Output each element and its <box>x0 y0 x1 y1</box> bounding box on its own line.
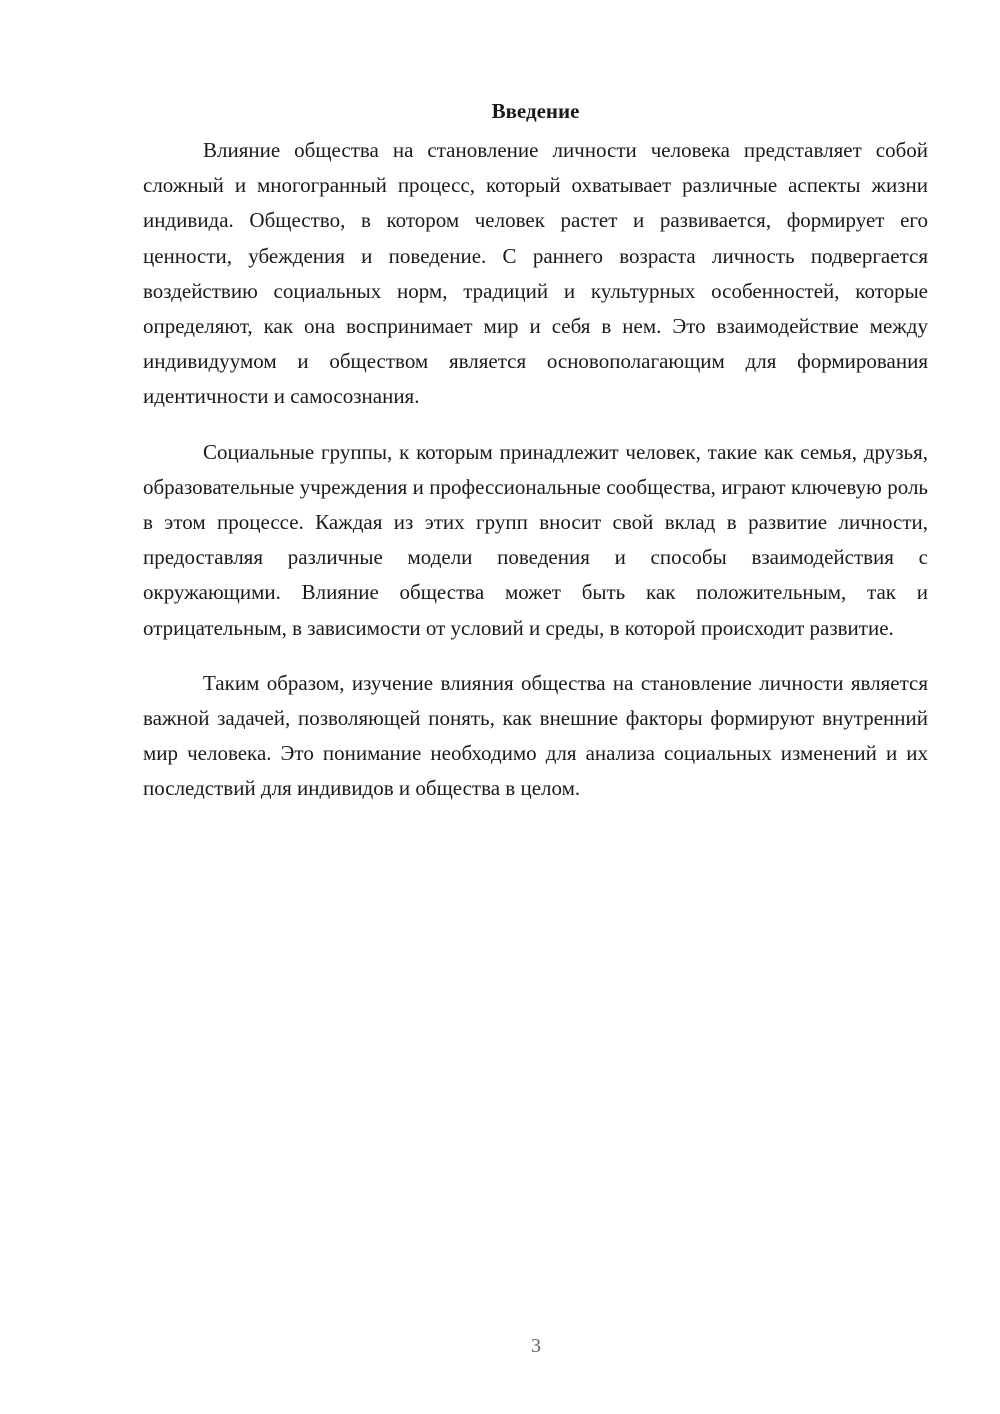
page-content <box>143 94 928 827</box>
section-title: Введение <box>491 99 580 123</box>
paragraph-2: Социальные группы, к которым принадлежит человек, такие как семья, друзья, образовательные учреждения и профессиональные сообщества, играют ключевую роль в этом процессе. Каждая из этих групп вносит свой вклад в развитие личности, предоставляя различные модели поведения и способы взаимодействия с окружающими. Влияние общества может быть как положительным, так и отрицательным, в зависимости от условий и среды, в которой происходит развитие. <box>143 439 928 640</box>
paragraph-3: Таким образом, изучение влияния общества на становление личности является важной задачей, позволяющей понять, как внешние факторы формируют внутренний мир человека. Это понимание необходимо для анализа социальных изменений и их последствий для индивидов и общества в целом. <box>143 670 928 801</box>
page-number: 3 <box>531 1335 541 1357</box>
paragraph-1: Влияние общества на становление личности человека представляет собой сложный и многогранный процесс, который охватывает различные аспекты жизни индивида. Общество, в котором человек растет и развивается, формирует его ценности, убеждения и поведение. С раннего возраста личность подвергается воздействию социальных норм, традиций и культурных особенностей, которые определяют, как она воспринимает мир и себя в нем. Это взаимодействие между индивидуумом и обществом является основополагающим для формирования идентичности и самосознания. <box>143 138 928 409</box>
